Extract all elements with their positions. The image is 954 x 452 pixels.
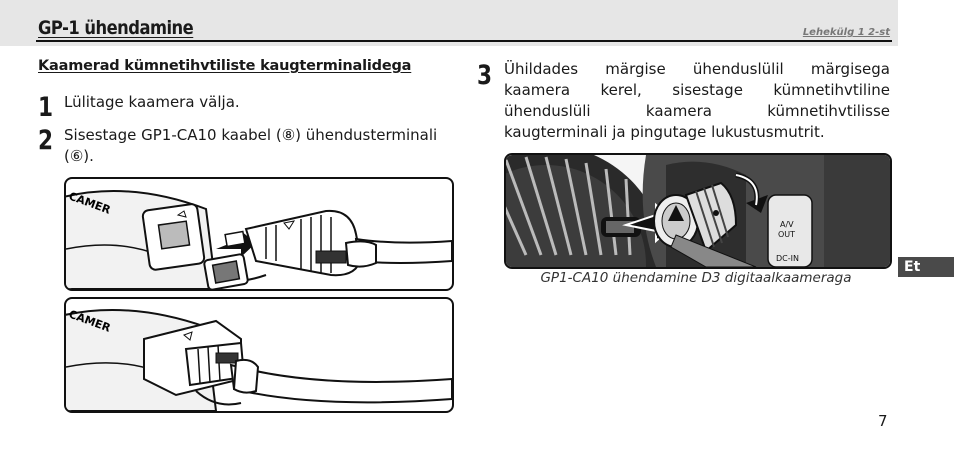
figure-caption: GP1-CA10 ühendamine D3 digitaalkaameraga bbox=[540, 270, 852, 286]
step-1-text: Lülitage kaamera välja. bbox=[64, 93, 240, 111]
camera-label: CAMER bbox=[66, 189, 113, 217]
step-3-number: 3 bbox=[477, 60, 493, 91]
page-title: GP-1 ühendamine bbox=[38, 17, 194, 39]
camera-label-2: CAMER bbox=[66, 307, 113, 335]
d3-connection-illustration bbox=[504, 153, 892, 269]
d3-connection-drawing bbox=[506, 155, 890, 267]
step-1-number: 1 bbox=[38, 92, 54, 123]
av-out-label-1: A/V bbox=[780, 220, 794, 229]
page-number: 7 bbox=[878, 412, 888, 430]
cable-inserted-drawing bbox=[66, 299, 452, 411]
header-rule bbox=[36, 40, 892, 42]
cable-inserted-illustration bbox=[64, 297, 454, 413]
dc-in-label: DC-IN bbox=[776, 254, 799, 263]
page-label: Lehekülg 1 2-st bbox=[802, 27, 890, 38]
cable-insertion-illustration bbox=[64, 177, 454, 291]
section-subheading: Kaamerad kümnetihvtiliste kaugterminalidega bbox=[38, 58, 412, 74]
step-2-text: Sisestage GP1-CA10 kaabel (⑧) ühendusterminali (⑥). bbox=[64, 126, 438, 165]
step-3-text: Ühildades märgise ühenduslülil märgisega kaamera kerel, sisestage kümnetihvtiline ühenduslüli kaamera kümnetihvtilisse kaugterminali ja pingutage lukustusmutrit. bbox=[504, 60, 890, 141]
language-tab: Et bbox=[898, 257, 954, 277]
step-2-number: 2 bbox=[38, 125, 54, 156]
cable-insertion-drawing bbox=[66, 179, 452, 289]
av-out-label-2: OUT bbox=[778, 230, 796, 239]
